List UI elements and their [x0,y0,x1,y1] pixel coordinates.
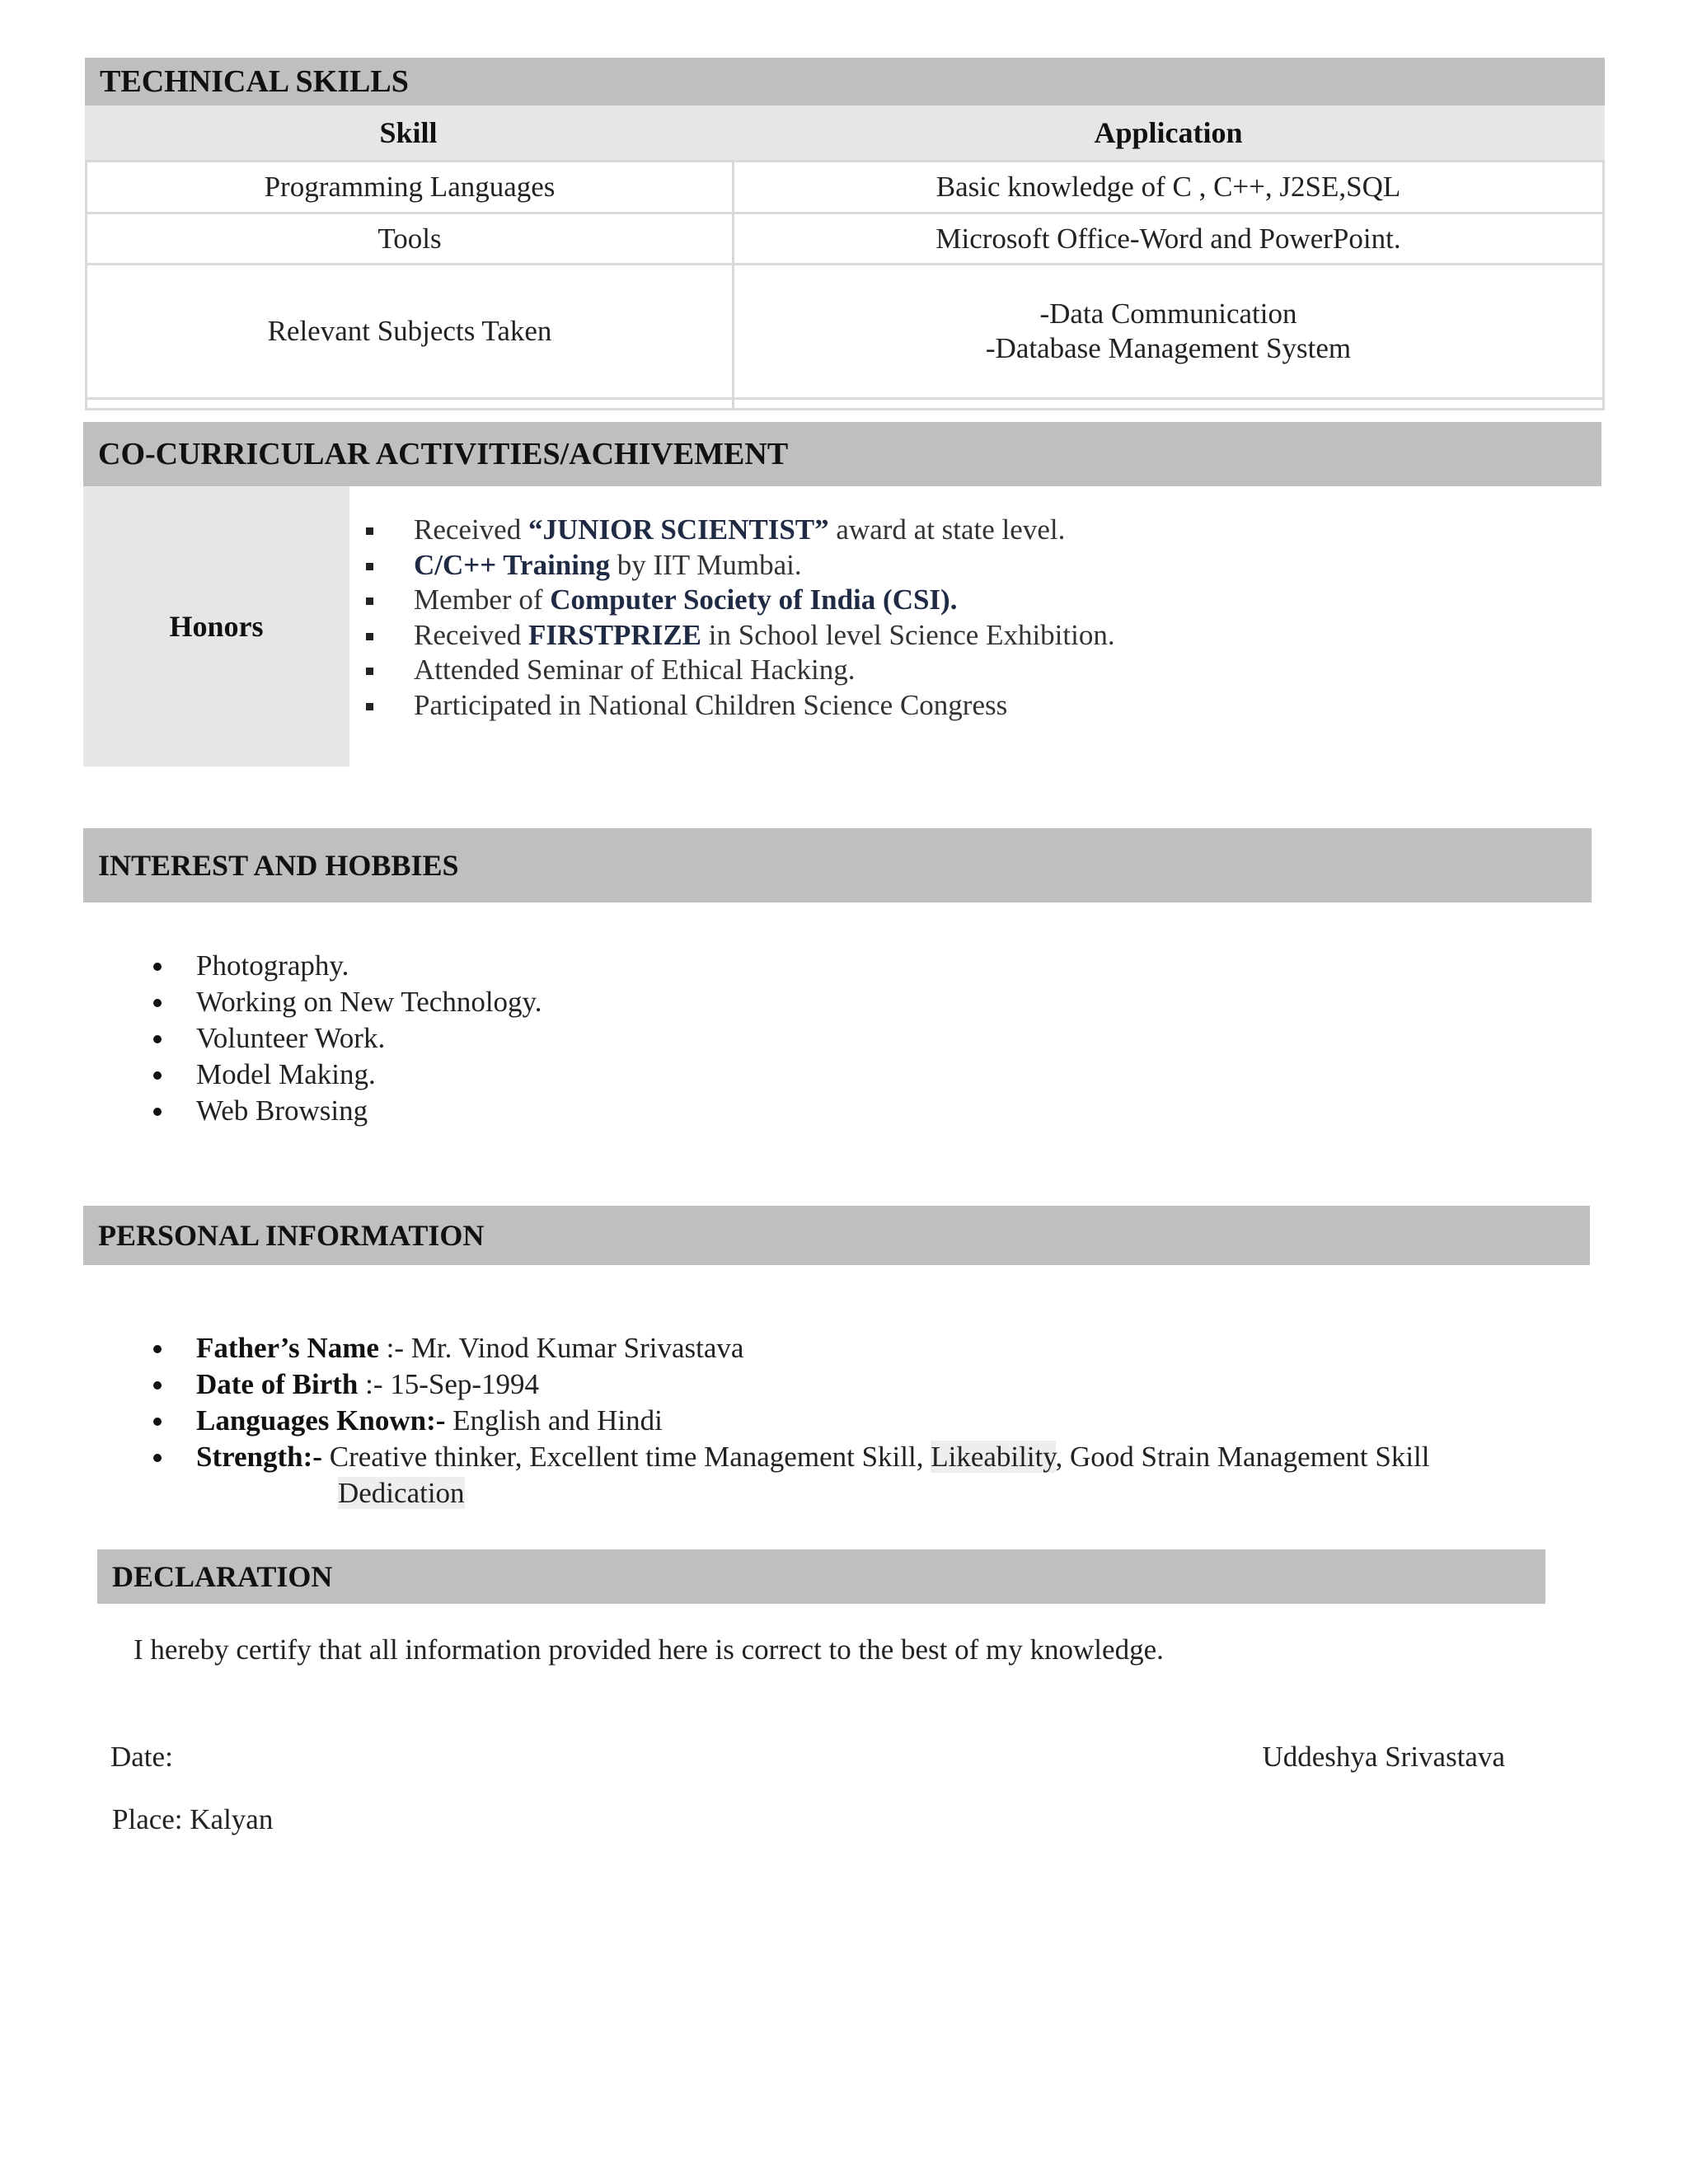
application-cell: Basic knowledge of C , C++, J2SE,SQL [935,171,1401,203]
technical-skills-heading: TECHNICAL SKILLS [85,58,1605,105]
list-item: Volunteer Work. [147,1020,542,1057]
list-item: Member of Computer Society of India (CSI). [363,583,1115,618]
hobbies-heading: INTEREST AND HOBBIES [83,828,1592,902]
list-item: Received FIRSTPRIZE in School level Science Exhibition. [363,618,1115,654]
list-item: Date of Birth :- 15-Sep-1994 [147,1366,1430,1403]
list-item: C/C++ Training by IIT Mumbai. [363,548,1115,583]
place-label: Place: Kalyan [112,1803,274,1835]
date-label: Date: [110,1741,173,1773]
table-row [85,160,1605,214]
list-item: Father’s Name :- Mr. Vinod Kumar Srivastava [147,1330,1430,1366]
skills-table-header [85,105,1605,160]
skill-cell: Programming Languages [87,162,734,212]
list-item: Received “JUNIOR SCIENTIST” award at state level. [363,513,1115,548]
signatory-name: Uddeshya Srivastava [1262,1741,1505,1773]
list-item: Participated in National Children Science Congress [363,688,1115,724]
table-row [85,265,1605,400]
honors-list [363,513,1115,724]
list-item: Languages Known:- English and Hindi [147,1403,1430,1439]
empty-cell [734,400,1602,408]
empty-cell [87,400,734,408]
col-skill-header: Skill [379,116,438,149]
skills-table [85,105,1605,410]
list-item: Model Making. [147,1057,542,1093]
personal-heading: PERSONAL INFORMATION [83,1206,1590,1265]
list-item-strength-continued: Dedication [338,1477,465,1509]
application-cell: -Data Communication -Database Management System [985,298,1352,364]
honors-label: Honors [83,486,349,766]
skill-cell: Relevant Subjects Taken [87,265,734,397]
declaration-text: I hereby certify that all information provided here is correct to the best of my knowledge. [134,1633,1164,1666]
application-cell: Microsoft Office-Word and PowerPoint. [935,222,1401,255]
activities-heading: CO-CURRICULAR ACTIVITIES/ACHIVEMENT [83,422,1601,486]
col-application-header: Application [1094,116,1243,149]
skill-cell: Tools [87,214,734,263]
list-item: Attended Seminar of Ethical Hacking. [363,653,1115,688]
declaration-heading: DECLARATION [97,1549,1545,1604]
table-row-empty [85,400,1605,410]
list-item-strength: Strength:- Creative thinker, Excellent time Management Skill, Likeability, Good Strain Management Skill [147,1439,1430,1475]
list-item: Web Browsing [147,1093,542,1129]
table-row [85,214,1605,265]
hobbies-list [147,948,542,1129]
list-item: Working on New Technology. [147,984,542,1020]
list-item: Photography. [147,948,542,984]
personal-list [147,1330,1430,1511]
